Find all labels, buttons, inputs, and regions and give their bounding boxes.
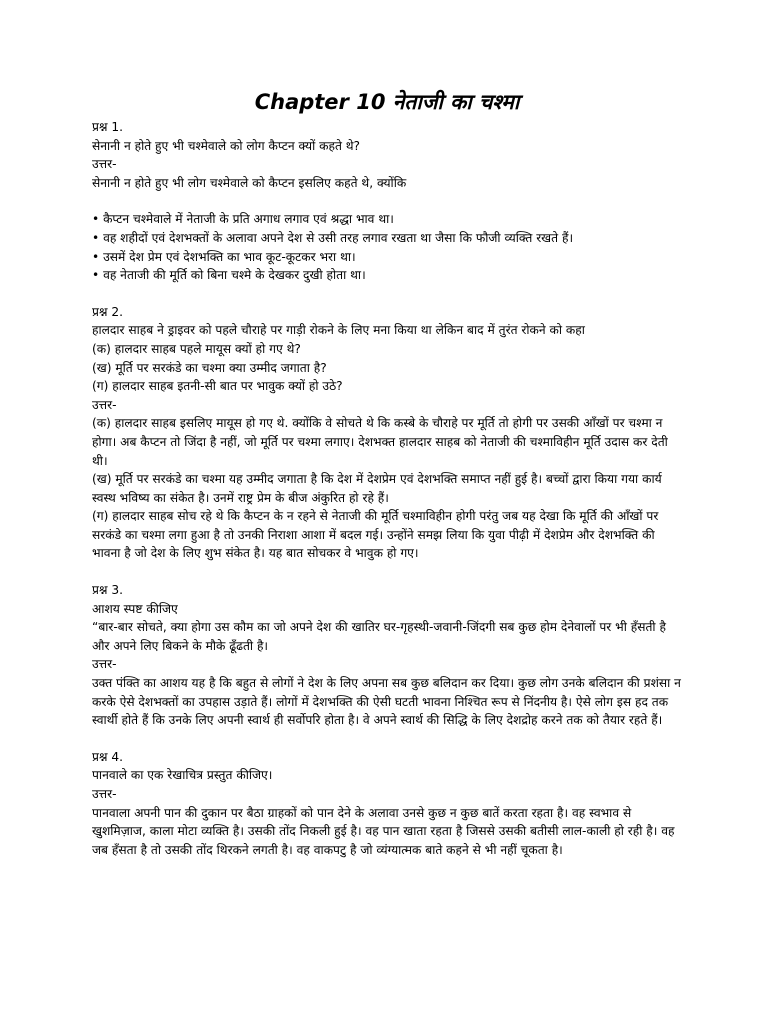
question-2-subquestion: (ग) हालदार साहब इतनी-सी बात पर भावुक क्यों हो उठे? — [92, 379, 343, 394]
question-2-answer: (क) हालदार साहब इसलिए मायूस हो गए थे. क्योंकि वे सोचते थे कि कस्बे के चौराहे पर मूर्ति तो होगी पर उसकी आँखों पर चश्मा न होगा। अब कैप्टन तो जिंदा है नहीं, जो मूर्ति पर चश्मा लगाए। देशभक्त हालदार साहब को नेताजी की चश्माविहीन मूर्ति उदास कर देती थी। — [92, 416, 668, 468]
question-1-text: सेनानी न होते हुए भी चश्मेवाले को लोग कैप्टन क्यों कहते थे? — [92, 138, 361, 153]
question-3-quote: “बार-बार सोचते, क्या होगा उस कौम का जो अपने देश की खातिर घर-गृहस्थी-जवानी-जिंदगी सब कुछ होम देनेवालों पर भी हँसती है और अपने लिए बिकने के मौके ढूँढती है। — [92, 620, 666, 653]
question-1-point: • वह शहीदों एवं देशभक्तों के अलावा अपने देश से उसी तरह लगाव रखता था जैसा कि फौजी व्यक्ति रखते हैं। — [92, 230, 574, 245]
spacer — [92, 563, 682, 581]
spacer — [92, 730, 682, 748]
question-2-answer: (ख) मूर्ति पर सरकंडे का चश्मा यह उम्मीद जगाता है कि देश में देशप्रेम एवं देशभक्ति समाप्त नहीं हुई है। बच्चों द्वारा किया गया कार्य स्वस्थ भविष्य का संकेत है। उनमें राष्ट्र प्रेम के बीज अंकुरित हो रहे हैं। — [92, 472, 662, 505]
question-4-label: प्रश्न 4. — [92, 749, 124, 764]
question-1-answer-label: उत्तर- — [92, 157, 117, 172]
question-4-answer: पानवाला अपनी पान की दुकान पर बैठा ग्राहकों को पान देने के अलावा उनसे कुछ न कुछ बातें करता रहता है। वह स्वभाव से खुशमिज़ाज, काला मोटा व्यक्ति है। उसकी तोंद निकली हुई है। वह पान खाता रहता है जिससे उसकी बतीसी लाल-काली हो रही है। वह जब हँसता है तो उसकी तोंद थिरकने लगती है। वह वाकपटु है जो व्यंग्यात्मक बाते कहने से भी नहीं चूकता है। — [92, 805, 675, 857]
chapter-title: Chapter 10 नेताजी का चश्मा — [254, 90, 520, 114]
question-1-point: • कैप्टन चश्मेवाले में नेताजी के प्रति अगाध लगाव एवं श्रद्धा भाव था। — [92, 212, 394, 227]
spacer — [92, 192, 682, 210]
question-3-label: प्रश्न 3. — [92, 583, 124, 598]
question-1-point: • उसमें देश प्रेम एवं देशभक्ति का भाव कूट-कूटकर भरा था। — [92, 249, 356, 264]
spacer — [92, 285, 682, 303]
question-2-answer: (ग) हालदार साहब सोच रहे थे कि कैप्टन के न रहने से नेताजी की मूर्ति चश्माविहीन होगी परंतु जब यह देखा कि मूर्ति की आँखों पर सरकंडे का चश्मा लगा हुआ है तो उनकी निराशा आशा में बदल गई। उन्होंने समझ लिया कि युवा पीढ़ी में देशप्रेम और देशभक्ति की भावना है जो देश के लिए शुभ संकेत है। यह बात सोचकर वे भावुक हो गए। — [92, 509, 659, 561]
question-2-text: हालदार साहब ने ड्राइवर को पहले चौराहे पर गाड़ी रोकने के लिए मना किया था लेकिन बाद में तुरंत रोकने को कहा — [92, 323, 585, 338]
question-1-label: प्रश्न 1. — [92, 120, 124, 134]
question-3-answer-label: उत्तर- — [92, 657, 117, 672]
question-3-instruction: आशय स्पष्ट कीजिए — [92, 601, 178, 616]
question-1-section — [92, 118, 682, 285]
question-2-subquestion: (ख) मूर्ति पर सरकंडे का चश्मा क्या उम्मीद जगाता है? — [92, 360, 327, 375]
question-1-point: • वह नेताजी की मूर्ति को बिना चश्मे के देखकर दुखी होता था। — [92, 268, 366, 283]
question-4-section — [92, 748, 682, 860]
question-2-subquestion: (क) हालदार साहब पहले मायूस क्यों हो गए थे? — [92, 341, 301, 356]
question-4-answer-label: उत्तर- — [92, 787, 117, 801]
question-2-answer-label: उत्तर- — [92, 397, 117, 412]
question-1-answer-intro: सेनानी न होते हुए भी लोग चश्मेवाले को कैप्टन इसलिए कहते थे, क्योंकि — [92, 175, 407, 190]
question-3-section — [92, 581, 682, 730]
question-2-label: प्रश्न 2. — [92, 304, 124, 319]
question-2-section — [92, 303, 682, 563]
question-4-text: पानवाले का एक रेखाचित्र प्रस्तुत कीजिए। — [92, 768, 273, 783]
question-3-answer: उक्त पंक्ति का आशय यह है कि बहुत से लोगों ने देश के लिए अपना सब कुछ बलिदान कर दिया। कुछ लोग उनके बलिदान की प्रशंसा न करके ऐसे देशभक्तों का उपहास उड़ाते हैं। लोगों में देशभक्ति की ऐसी घटती भावना निश्चित रूप से निंदनीय है। ऐसे लोग इस हद तक स्वार्थी होते हैं कि उनके लिए अपनी स्वार्थ ही सर्वोपरि होता है। वे अपने स्वार्थ की सिद्धि के लिए देशद्रोह करने तक को तैयार रहते हैं। — [92, 676, 681, 728]
